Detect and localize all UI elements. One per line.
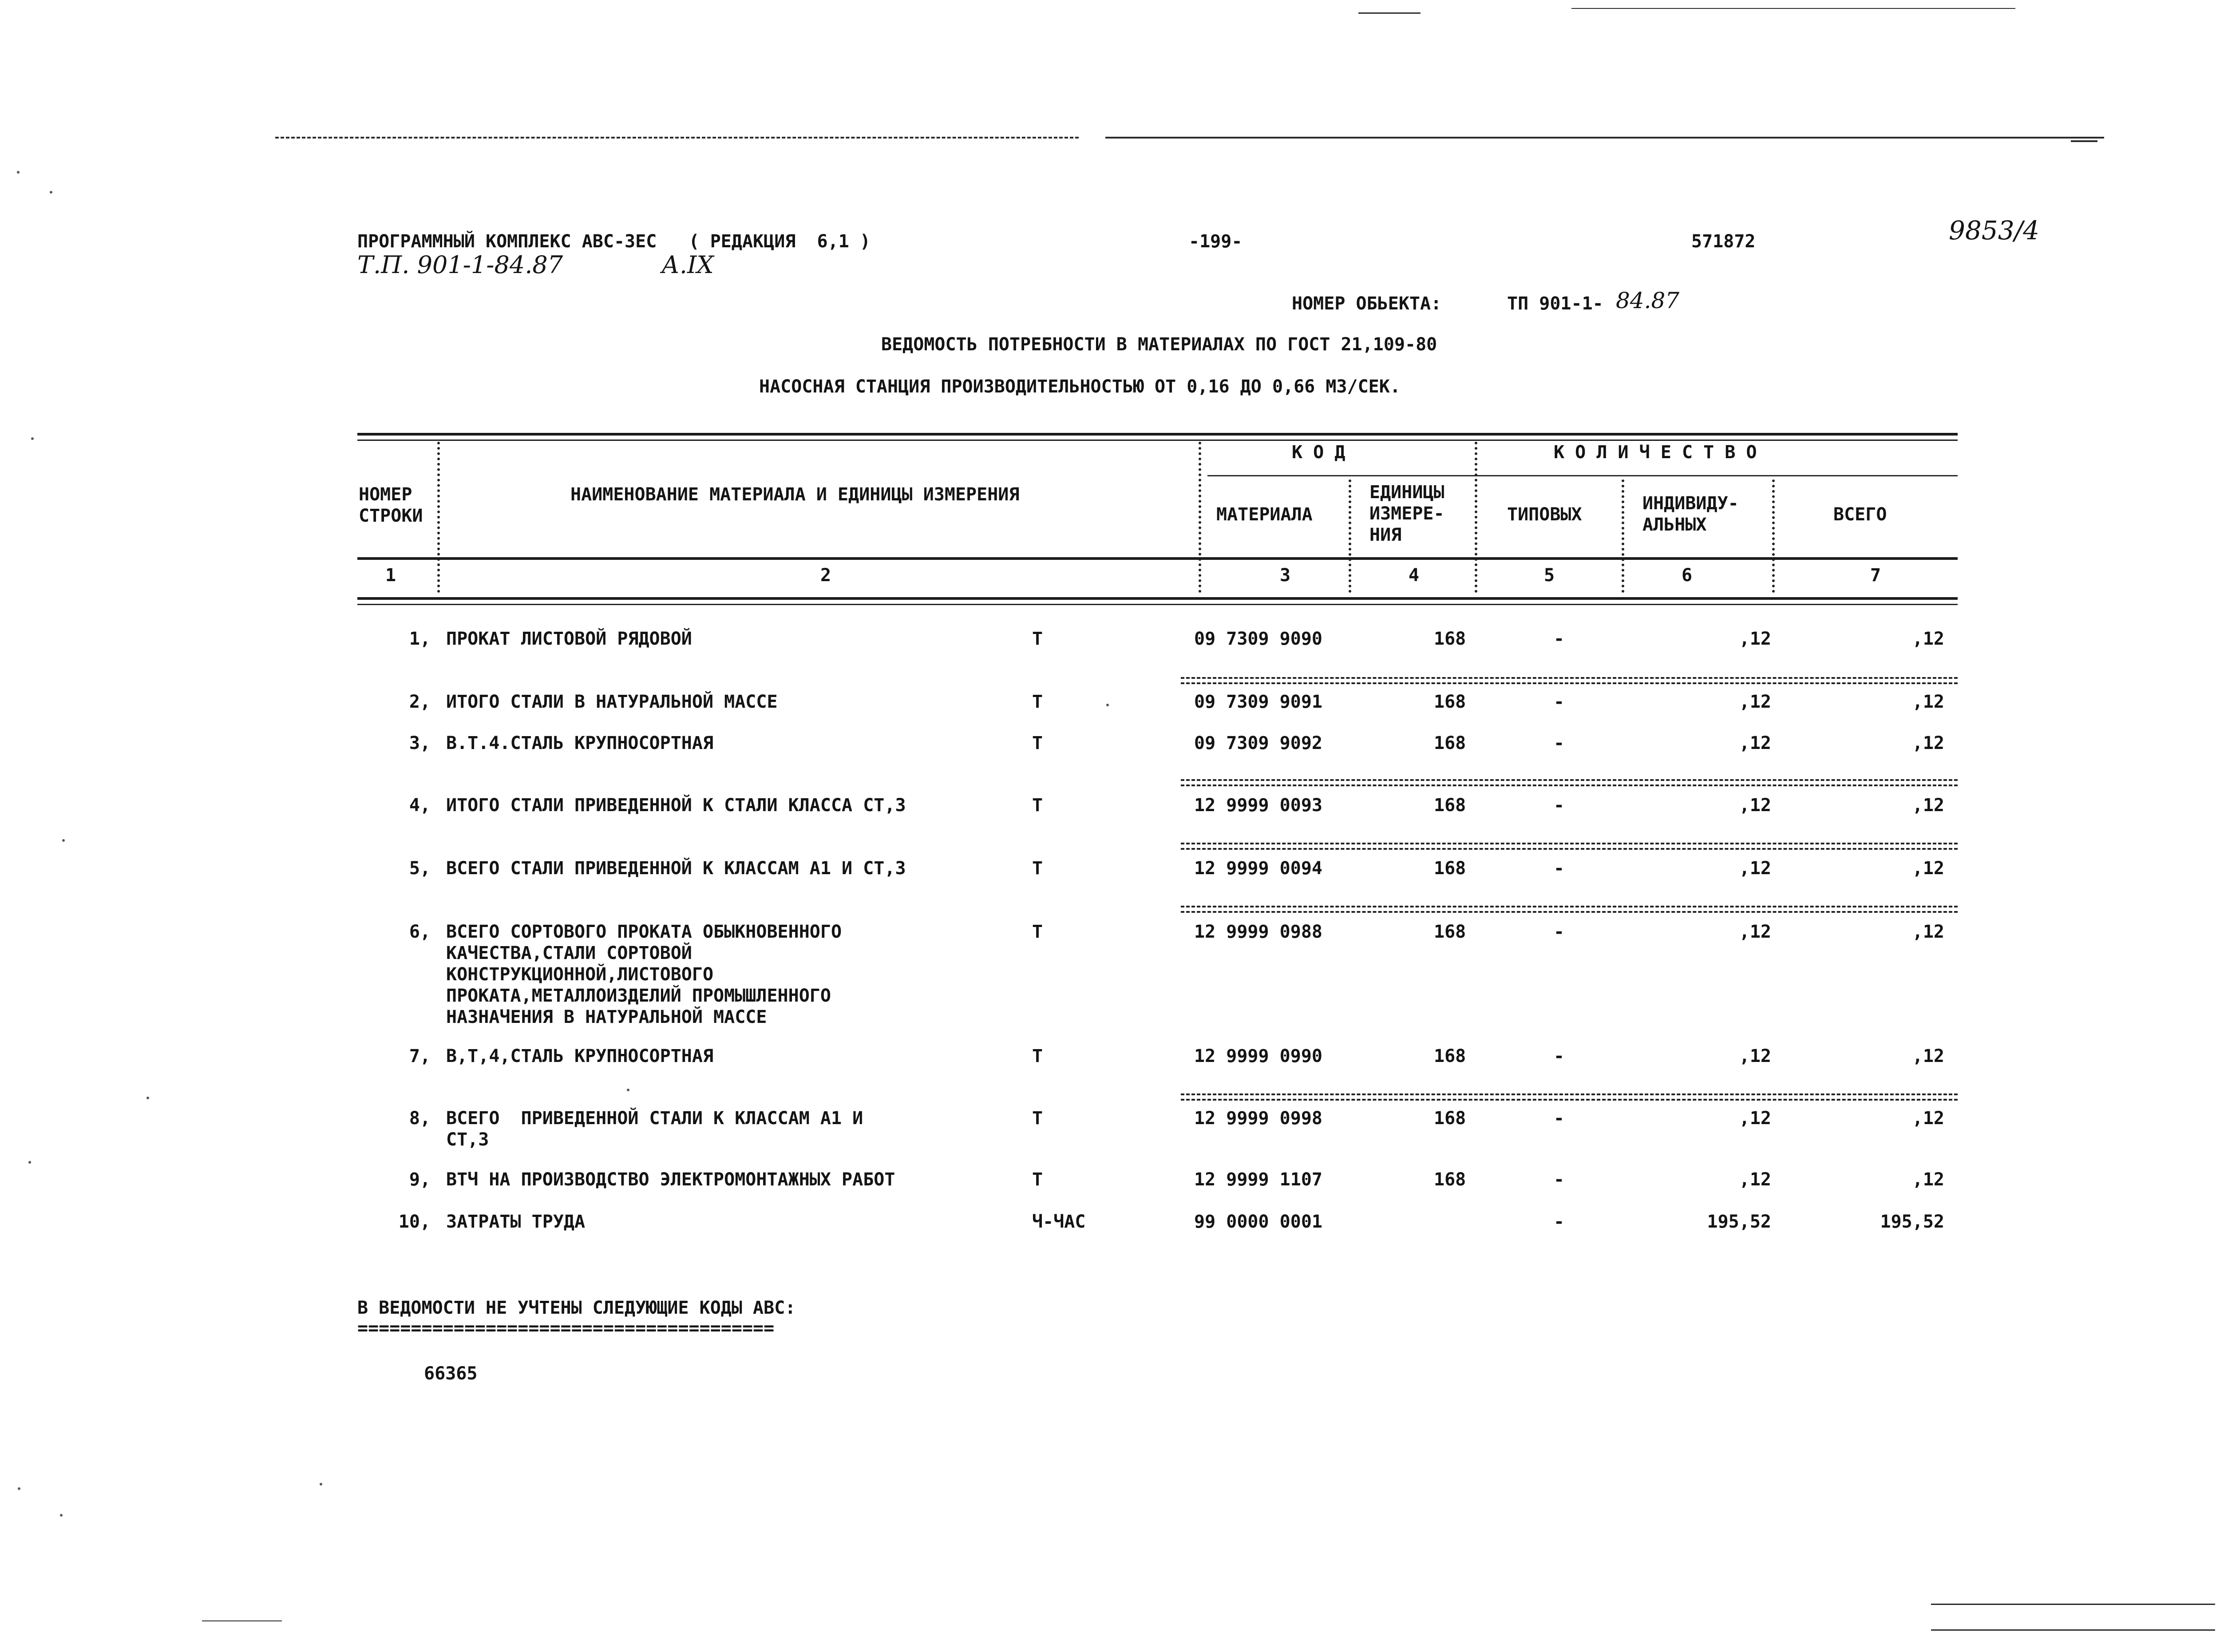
unit: Т — [1032, 1046, 1043, 1066]
row-number: 8, — [409, 1108, 431, 1129]
individual-qty: ,12 — [1739, 733, 1771, 753]
unit: Т — [1032, 733, 1043, 753]
double-rule — [1181, 906, 1958, 907]
material-code: 12 9999 0988 — [1194, 922, 1322, 942]
typical-qty: - — [1554, 1046, 1565, 1066]
total-qty: ,12 — [1912, 858, 1944, 879]
double-rule — [1181, 779, 1958, 781]
material-name: ВСЕГО СОРТОВОГО ПРОКАТА ОБЫКНОВЕННОГО КАЧЕСТВА,СТАЛИ СОРТОВОЙ КОНСТРУКЦИОННОЙ,ЛИСТОВОГО ПРОКАТА,МЕТАЛЛОИЗДЕЛИЙ ПРОМЫШЛЕННОГО НАЗНАЧЕНИЯ В НАТУРАЛЬНОЙ МАССЕ — [446, 922, 842, 1027]
col-number: 5 — [1543, 565, 1555, 586]
col-number: 2 — [820, 565, 831, 586]
col-separator — [1622, 479, 1624, 593]
unit-code: 168 — [1434, 1046, 1466, 1066]
document-subtitle: НАСОСНАЯ СТАНЦИЯ ПРОИЗВОДИТЕЛЬНОСТЬЮ ОТ 0,16 ДО 0,66 М3/СЕК. — [759, 376, 1401, 397]
material-name: ВТЧ НА ПРОИЗВОДСТВО ЭЛЕКТРОМОНТАЖНЫХ РАБОТ — [446, 1169, 895, 1190]
material-name: ВСЕГО СТАЛИ ПРИВЕДЕННОЙ К КЛАССАМ А1 И СТ,3 — [446, 858, 906, 879]
row-number: 4, — [409, 795, 431, 816]
code-group-header: К О Д — [1292, 442, 1345, 463]
table-top-rule — [357, 433, 1958, 436]
col-name-header: НАИМЕНОВАНИЕ МАТЕРИАЛА И ЕДИНИЦЫ ИЗМЕРЕНИЯ — [570, 484, 1020, 505]
row-number: 5, — [409, 858, 431, 879]
row-number: 10, — [398, 1212, 431, 1232]
individual-qty: ,12 — [1739, 629, 1771, 649]
material-code: 12 9999 0998 — [1194, 1108, 1322, 1129]
perforation-line — [275, 137, 1079, 139]
material-code: 99 0000 0001 — [1194, 1212, 1322, 1232]
scan-speck — [17, 171, 20, 174]
material-code: 12 9999 1107 — [1194, 1169, 1322, 1190]
bottom-mark-line — [1931, 1629, 2215, 1631]
material-name: ИТОГО СТАЛИ ПРИВЕДЕННОЙ К СТАЛИ КЛАССА СТ,3 — [446, 795, 906, 816]
row-number: 9, — [409, 1169, 431, 1190]
col-separator — [1349, 479, 1351, 593]
row-number: 3, — [409, 733, 431, 753]
unit: Т — [1032, 1169, 1043, 1190]
page-number: -199- — [1189, 231, 1243, 252]
typical-qty: - — [1554, 733, 1565, 753]
total-qty: ,12 — [1912, 692, 1944, 712]
col-number: 6 — [1681, 565, 1693, 586]
row-number: 2, — [409, 692, 431, 712]
row-number: 1, — [409, 629, 431, 649]
double-rule — [1181, 843, 1958, 844]
object-handwritten: 84.87 — [1616, 288, 1680, 313]
material-code: 12 9999 0990 — [1194, 1046, 1322, 1066]
total-qty: ,12 — [1912, 1108, 1944, 1129]
unit: Т — [1032, 1108, 1043, 1129]
material-code: 09 7309 9090 — [1194, 629, 1322, 649]
col-total-header: ВСЕГО — [1833, 504, 1887, 525]
perforation-line — [1105, 137, 2104, 139]
material-code: 09 7309 9091 — [1194, 692, 1322, 712]
footer-note-underline: ======================================= — [357, 1318, 775, 1339]
material-name: В.Т.4.СТАЛЬ КРУПНОСОРТНАЯ — [446, 733, 714, 753]
scan-speck — [28, 1161, 31, 1164]
double-rule — [1181, 677, 1958, 679]
col-separator — [1772, 479, 1775, 593]
unit-code: 168 — [1434, 858, 1466, 879]
row-number: 6, — [409, 922, 431, 942]
typical-qty: - — [1554, 858, 1565, 879]
scan-speck — [60, 1514, 63, 1517]
col-number: 4 — [1408, 565, 1420, 586]
doc-code: 571872 — [1691, 231, 1756, 252]
material-name: ПРОКАТ ЛИСТОВОЙ РЯДОВОЙ — [446, 629, 692, 649]
individual-qty: ,12 — [1739, 1046, 1771, 1066]
colnum-bottom-rule — [357, 597, 1958, 600]
individual-qty: ,12 — [1739, 692, 1771, 712]
individual-qty: 195,52 — [1707, 1212, 1771, 1232]
typical-qty: - — [1554, 922, 1565, 942]
bottom-mark-line — [1931, 1604, 2215, 1605]
col-material-header: МАТЕРИАЛА — [1216, 504, 1313, 525]
total-qty: ,12 — [1912, 795, 1944, 816]
typical-qty: - — [1554, 1212, 1565, 1232]
col-number: 3 — [1279, 565, 1291, 586]
unit: Т — [1032, 858, 1043, 879]
header-bottom-rule — [357, 557, 1958, 560]
total-qty: ,12 — [1912, 922, 1944, 942]
col-separator — [1475, 442, 1477, 593]
material-code: 12 9999 0094 — [1194, 858, 1322, 879]
scan-speck — [146, 1097, 149, 1099]
object-value: ТП 901-1- — [1507, 293, 1603, 314]
typical-qty: - — [1554, 629, 1565, 649]
typical-qty: - — [1554, 1169, 1565, 1190]
unit-code: 168 — [1434, 1169, 1466, 1190]
scan-speck — [1106, 704, 1109, 706]
scan-speck — [62, 839, 65, 842]
colnum-bottom-rule — [357, 604, 1958, 605]
individual-qty: ,12 — [1739, 795, 1771, 816]
individual-qty: ,12 — [1739, 1169, 1771, 1190]
material-name: В,Т,4,СТАЛЬ КРУПНОСОРТНАЯ — [446, 1046, 714, 1066]
col-individual-header: ИНДИВИДУ- АЛЬНЫХ — [1642, 493, 1739, 535]
top-mark-line — [1571, 8, 2015, 9]
material-name: ИТОГО СТАЛИ В НАТУРАЛЬНОЙ МАССЕ — [446, 692, 778, 712]
col-row-number-header: НОМЕР СТРОКИ — [359, 484, 423, 526]
unit: Т — [1032, 922, 1043, 942]
total-qty: 195,52 — [1880, 1212, 1944, 1232]
typical-qty: - — [1554, 1108, 1565, 1129]
perforation-line — [2071, 140, 2097, 142]
col-number: 7 — [1870, 565, 1881, 586]
scan-speck — [627, 1089, 629, 1091]
col-separator — [1199, 442, 1201, 593]
code-group-rule — [1207, 475, 1478, 476]
material-name: ЗАТРАТЫ ТРУДА — [446, 1212, 586, 1232]
unit: Т — [1032, 692, 1043, 712]
row-number: 7, — [409, 1046, 431, 1066]
unit: Т — [1032, 795, 1043, 816]
scan-speck — [320, 1483, 322, 1486]
handwritten-ref: 9853/4 — [1949, 215, 2040, 246]
individual-qty: ,12 — [1739, 858, 1771, 879]
material-code: 09 7309 9092 — [1194, 733, 1322, 753]
scan-speck — [18, 1487, 20, 1490]
top-mark-line — [1358, 12, 1421, 14]
total-qty: ,12 — [1912, 629, 1944, 649]
col-unit-header: ЕДИНИЦЫ ИЗМЕРЕ- НИЯ — [1369, 482, 1444, 545]
double-rule — [1181, 1093, 1958, 1095]
table-top-rule — [357, 440, 1958, 441]
handwritten-tp: Т.П. 901-1-84.87 — [357, 251, 563, 279]
document-title: ВЕДОМОСТЬ ПОТРЕБНОСТИ В МАТЕРИАЛАХ ПО ГОСТ 21,109-80 — [881, 334, 1437, 355]
bottom-mark-line — [202, 1620, 282, 1621]
footer-note: В ВЕДОМОСТИ НЕ УЧТЕНЫ СЛЕДУЮЩИЕ КОДЫ АВС: — [357, 1298, 796, 1318]
unit-code: 168 — [1434, 629, 1466, 649]
total-qty: ,12 — [1912, 1046, 1944, 1066]
footer-code: 66365 — [424, 1363, 478, 1384]
individual-qty: ,12 — [1739, 922, 1771, 942]
material-name: ВСЕГО ПРИВЕДЕННОЙ СТАЛИ К КЛАССАМ А1 И СТ,3 — [446, 1108, 863, 1150]
program-line: ПРОГРАММНЫЙ КОМПЛЕКС АВС-ЗЕС ( РЕДАКЦИЯ 6,1 ) — [357, 231, 871, 252]
col-typical-header: ТИПОВЫХ — [1507, 504, 1582, 525]
unit-code: 168 — [1434, 733, 1466, 753]
scan-speck — [50, 191, 52, 194]
quantity-group-header: К О Л И Ч Е С Т В О — [1554, 442, 1757, 463]
total-qty: ,12 — [1912, 733, 1944, 753]
material-code: 12 9999 0093 — [1194, 795, 1322, 816]
unit-code: 168 — [1434, 692, 1466, 712]
col-separator — [437, 442, 440, 593]
unit-code: 168 — [1434, 1108, 1466, 1129]
unit-code: 168 — [1434, 922, 1466, 942]
col-number: 1 — [385, 565, 396, 586]
unit: Ч-ЧАС — [1032, 1212, 1086, 1232]
typical-qty: - — [1554, 692, 1565, 712]
object-label: НОМЕР ОБЬЕКТА: — [1292, 293, 1442, 314]
total-qty: ,12 — [1912, 1169, 1944, 1190]
typical-qty: - — [1554, 795, 1565, 816]
qty-group-rule — [1478, 475, 1958, 476]
individual-qty: ,12 — [1739, 1108, 1771, 1129]
handwritten-album: А.IX — [661, 251, 714, 279]
unit-code: 168 — [1434, 795, 1466, 816]
unit: Т — [1032, 629, 1043, 649]
scan-speck — [31, 437, 34, 440]
